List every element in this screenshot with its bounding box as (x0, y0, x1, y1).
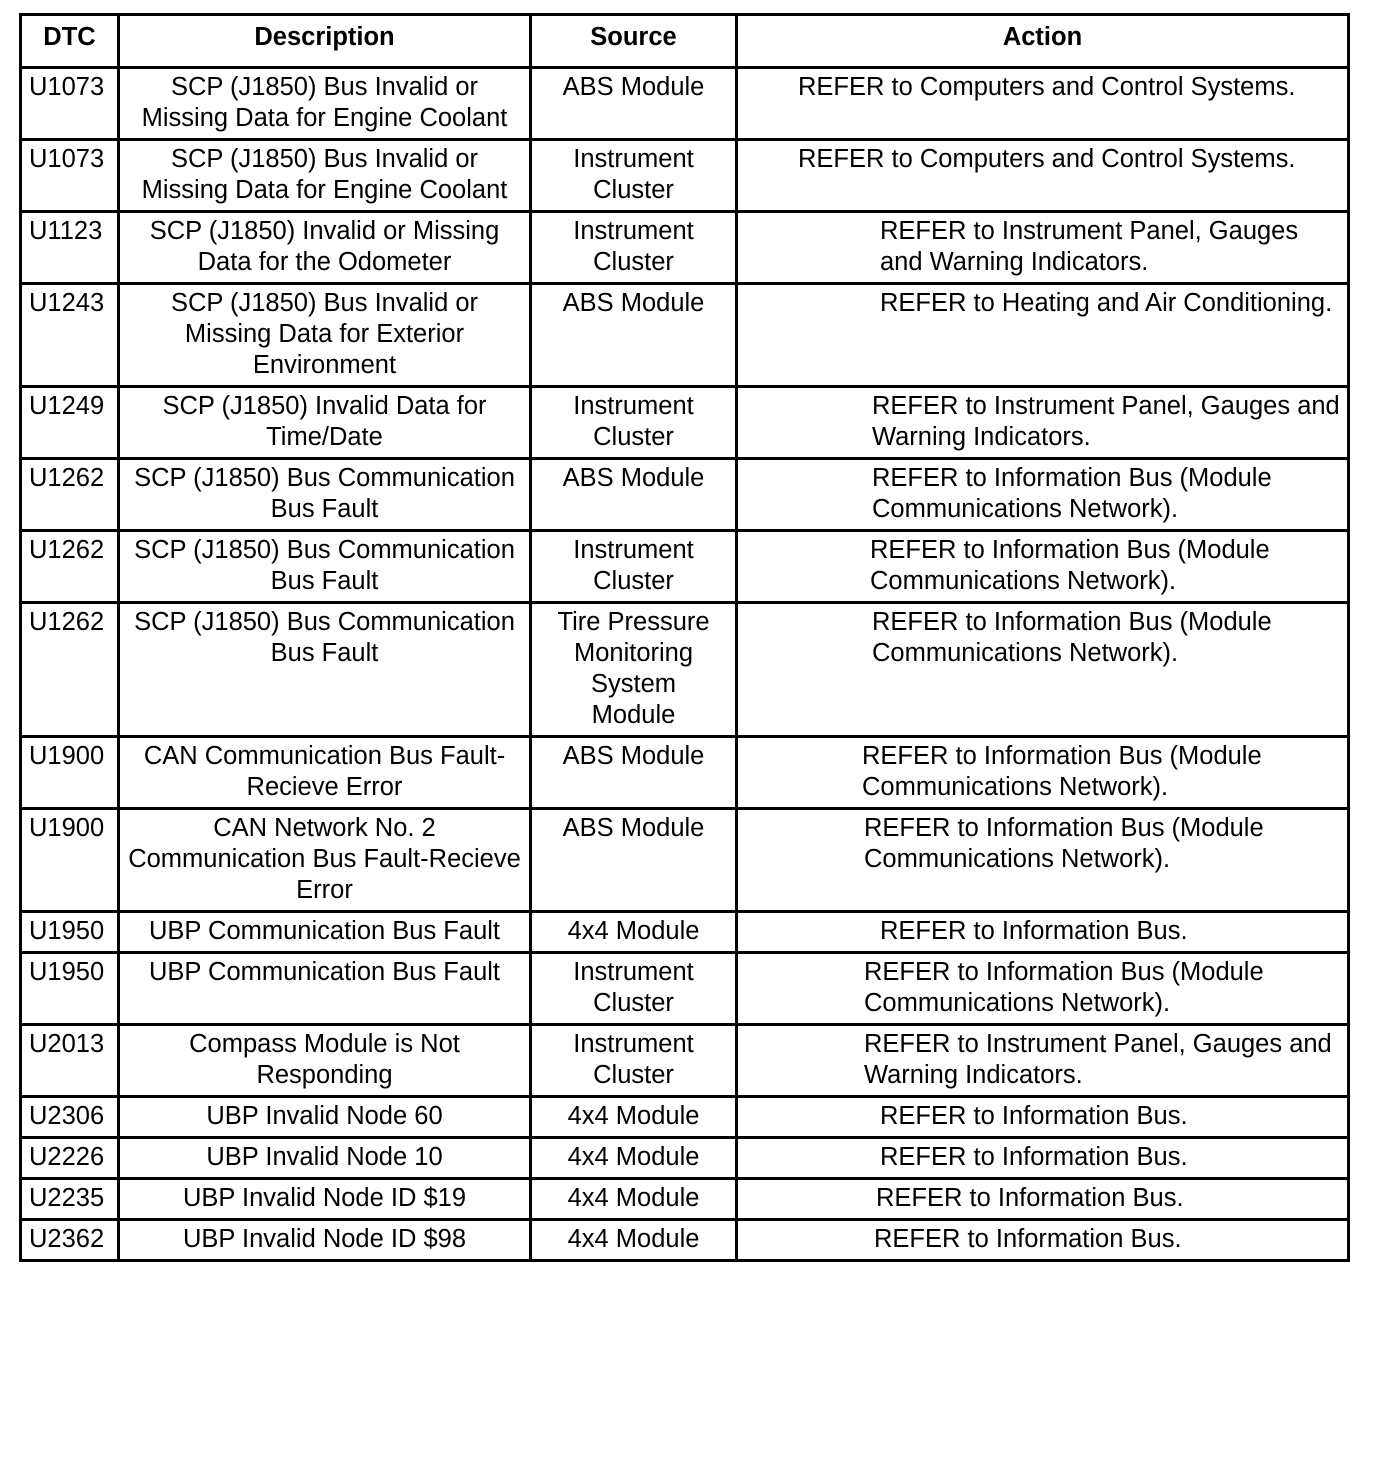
source-cell: ABS Module (531, 68, 737, 140)
table-row (21, 387, 1349, 459)
source-cell: 4x4 Module (531, 1097, 737, 1138)
header-dtc: DTC (21, 15, 119, 68)
dtc-cell: U1073 (21, 140, 119, 212)
description-cell: Compass Module is Not Responding (119, 1025, 531, 1097)
table-row (21, 737, 1349, 809)
action-cell: REFER to Computers and Control Systems. (737, 140, 1349, 212)
table-row (21, 284, 1349, 387)
dtc-cell: U1950 (21, 912, 119, 953)
description-cell: CAN Communication Bus Fault-Recieve Error (119, 737, 531, 809)
source-cell: Instrument Cluster (531, 1025, 737, 1097)
description-cell: CAN Network No. 2 Communication Bus Fault-Recieve Error (119, 809, 531, 912)
dtc-cell: U1262 (21, 459, 119, 531)
action-cell: REFER to Information Bus (Module Communications Network). (737, 737, 1349, 809)
source-cell: Instrument Cluster (531, 140, 737, 212)
description-cell: SCP (J1850) Bus Communication Bus Fault (119, 459, 531, 531)
action-cell: REFER to Information Bus. (737, 1220, 1349, 1261)
table-row (21, 68, 1349, 140)
source-cell: Instrument Cluster (531, 212, 737, 284)
description-cell: UBP Invalid Node 10 (119, 1138, 531, 1179)
description-cell: SCP (J1850) Bus Invalid or Missing Data for Engine Coolant (119, 140, 531, 212)
source-cell: ABS Module (531, 284, 737, 387)
dtc-cell: U2362 (21, 1220, 119, 1261)
header-source: Source (531, 15, 737, 68)
table-row (21, 212, 1349, 284)
source-cell: ABS Module (531, 459, 737, 531)
action-cell: REFER to Instrument Panel, Gauges and Warning Indicators. (737, 387, 1349, 459)
source-cell: Instrument Cluster (531, 387, 737, 459)
table-row (21, 1179, 1349, 1220)
description-cell: UBP Invalid Node ID $98 (119, 1220, 531, 1261)
dtc-table (19, 13, 1350, 1262)
description-cell: UBP Invalid Node ID $19 (119, 1179, 531, 1220)
action-cell: REFER to Information Bus (Module Communications Network). (737, 953, 1349, 1025)
dtc-cell: U1123 (21, 212, 119, 284)
table-row (21, 809, 1349, 912)
header-description: Description (119, 15, 531, 68)
table-row (21, 912, 1349, 953)
action-cell: REFER to Information Bus. (737, 1097, 1349, 1138)
dtc-cell: U2226 (21, 1138, 119, 1179)
dtc-cell: U2235 (21, 1179, 119, 1220)
action-cell: REFER to Information Bus. (737, 1179, 1349, 1220)
action-cell: REFER to Heating and Air Conditioning. (737, 284, 1349, 387)
source-cell: ABS Module (531, 809, 737, 912)
source-cell: Instrument Cluster (531, 531, 737, 603)
dtc-cell: U1262 (21, 531, 119, 603)
dtc-cell: U1900 (21, 737, 119, 809)
source-cell: 4x4 Module (531, 912, 737, 953)
table-row (21, 459, 1349, 531)
description-cell: SCP (J1850) Invalid or Missing Data for the Odometer (119, 212, 531, 284)
table-row (21, 1138, 1349, 1179)
table-row (21, 1097, 1349, 1138)
action-cell: REFER to Information Bus. (737, 1138, 1349, 1179)
dtc-table-page (19, 13, 1350, 1262)
source-cell: ABS Module (531, 737, 737, 809)
dtc-cell: U1262 (21, 603, 119, 737)
description-cell: SCP (J1850) Invalid Data for Time/Date (119, 387, 531, 459)
dtc-cell: U1950 (21, 953, 119, 1025)
description-cell: UBP Communication Bus Fault (119, 912, 531, 953)
description-cell: UBP Communication Bus Fault (119, 953, 531, 1025)
source-cell: 4x4 Module (531, 1138, 737, 1179)
source-cell: 4x4 Module (531, 1179, 737, 1220)
dtc-cell: U1900 (21, 809, 119, 912)
description-cell: SCP (J1850) Bus Communication Bus Fault (119, 531, 531, 603)
table-row (21, 603, 1349, 737)
description-cell: SCP (J1850) Bus Invalid or Missing Data for Exterior Environment (119, 284, 531, 387)
action-cell: REFER to Information Bus (Module Communications Network). (737, 531, 1349, 603)
table-row (21, 140, 1349, 212)
table-row (21, 531, 1349, 603)
table-row (21, 1025, 1349, 1097)
header-action: Action (737, 15, 1349, 68)
action-cell: REFER to Instrument Panel, Gauges and Warning Indicators. (737, 1025, 1349, 1097)
table-row (21, 953, 1349, 1025)
dtc-cell: U2306 (21, 1097, 119, 1138)
description-cell: SCP (J1850) Bus Communication Bus Fault (119, 603, 531, 737)
action-cell: REFER to Information Bus (Module Communications Network). (737, 809, 1349, 912)
action-cell: REFER to Instrument Panel, Gauges and Warning Indicators. (737, 212, 1349, 284)
source-cell: Tire Pressure Monitoring System Module (531, 603, 737, 737)
table-row (21, 1220, 1349, 1261)
description-cell: SCP (J1850) Bus Invalid or Missing Data for Engine Coolant (119, 68, 531, 140)
source-cell: Instrument Cluster (531, 953, 737, 1025)
action-cell: REFER to Information Bus. (737, 912, 1349, 953)
dtc-cell: U1243 (21, 284, 119, 387)
dtc-cell: U2013 (21, 1025, 119, 1097)
dtc-cell: U1073 (21, 68, 119, 140)
source-cell: 4x4 Module (531, 1220, 737, 1261)
action-cell: REFER to Information Bus (Module Communications Network). (737, 459, 1349, 531)
dtc-cell: U1249 (21, 387, 119, 459)
description-cell: UBP Invalid Node 60 (119, 1097, 531, 1138)
action-cell: REFER to Computers and Control Systems. (737, 68, 1349, 140)
header-row (21, 15, 1349, 68)
table-body (21, 68, 1349, 1261)
action-cell: REFER to Information Bus (Module Communications Network). (737, 603, 1349, 737)
